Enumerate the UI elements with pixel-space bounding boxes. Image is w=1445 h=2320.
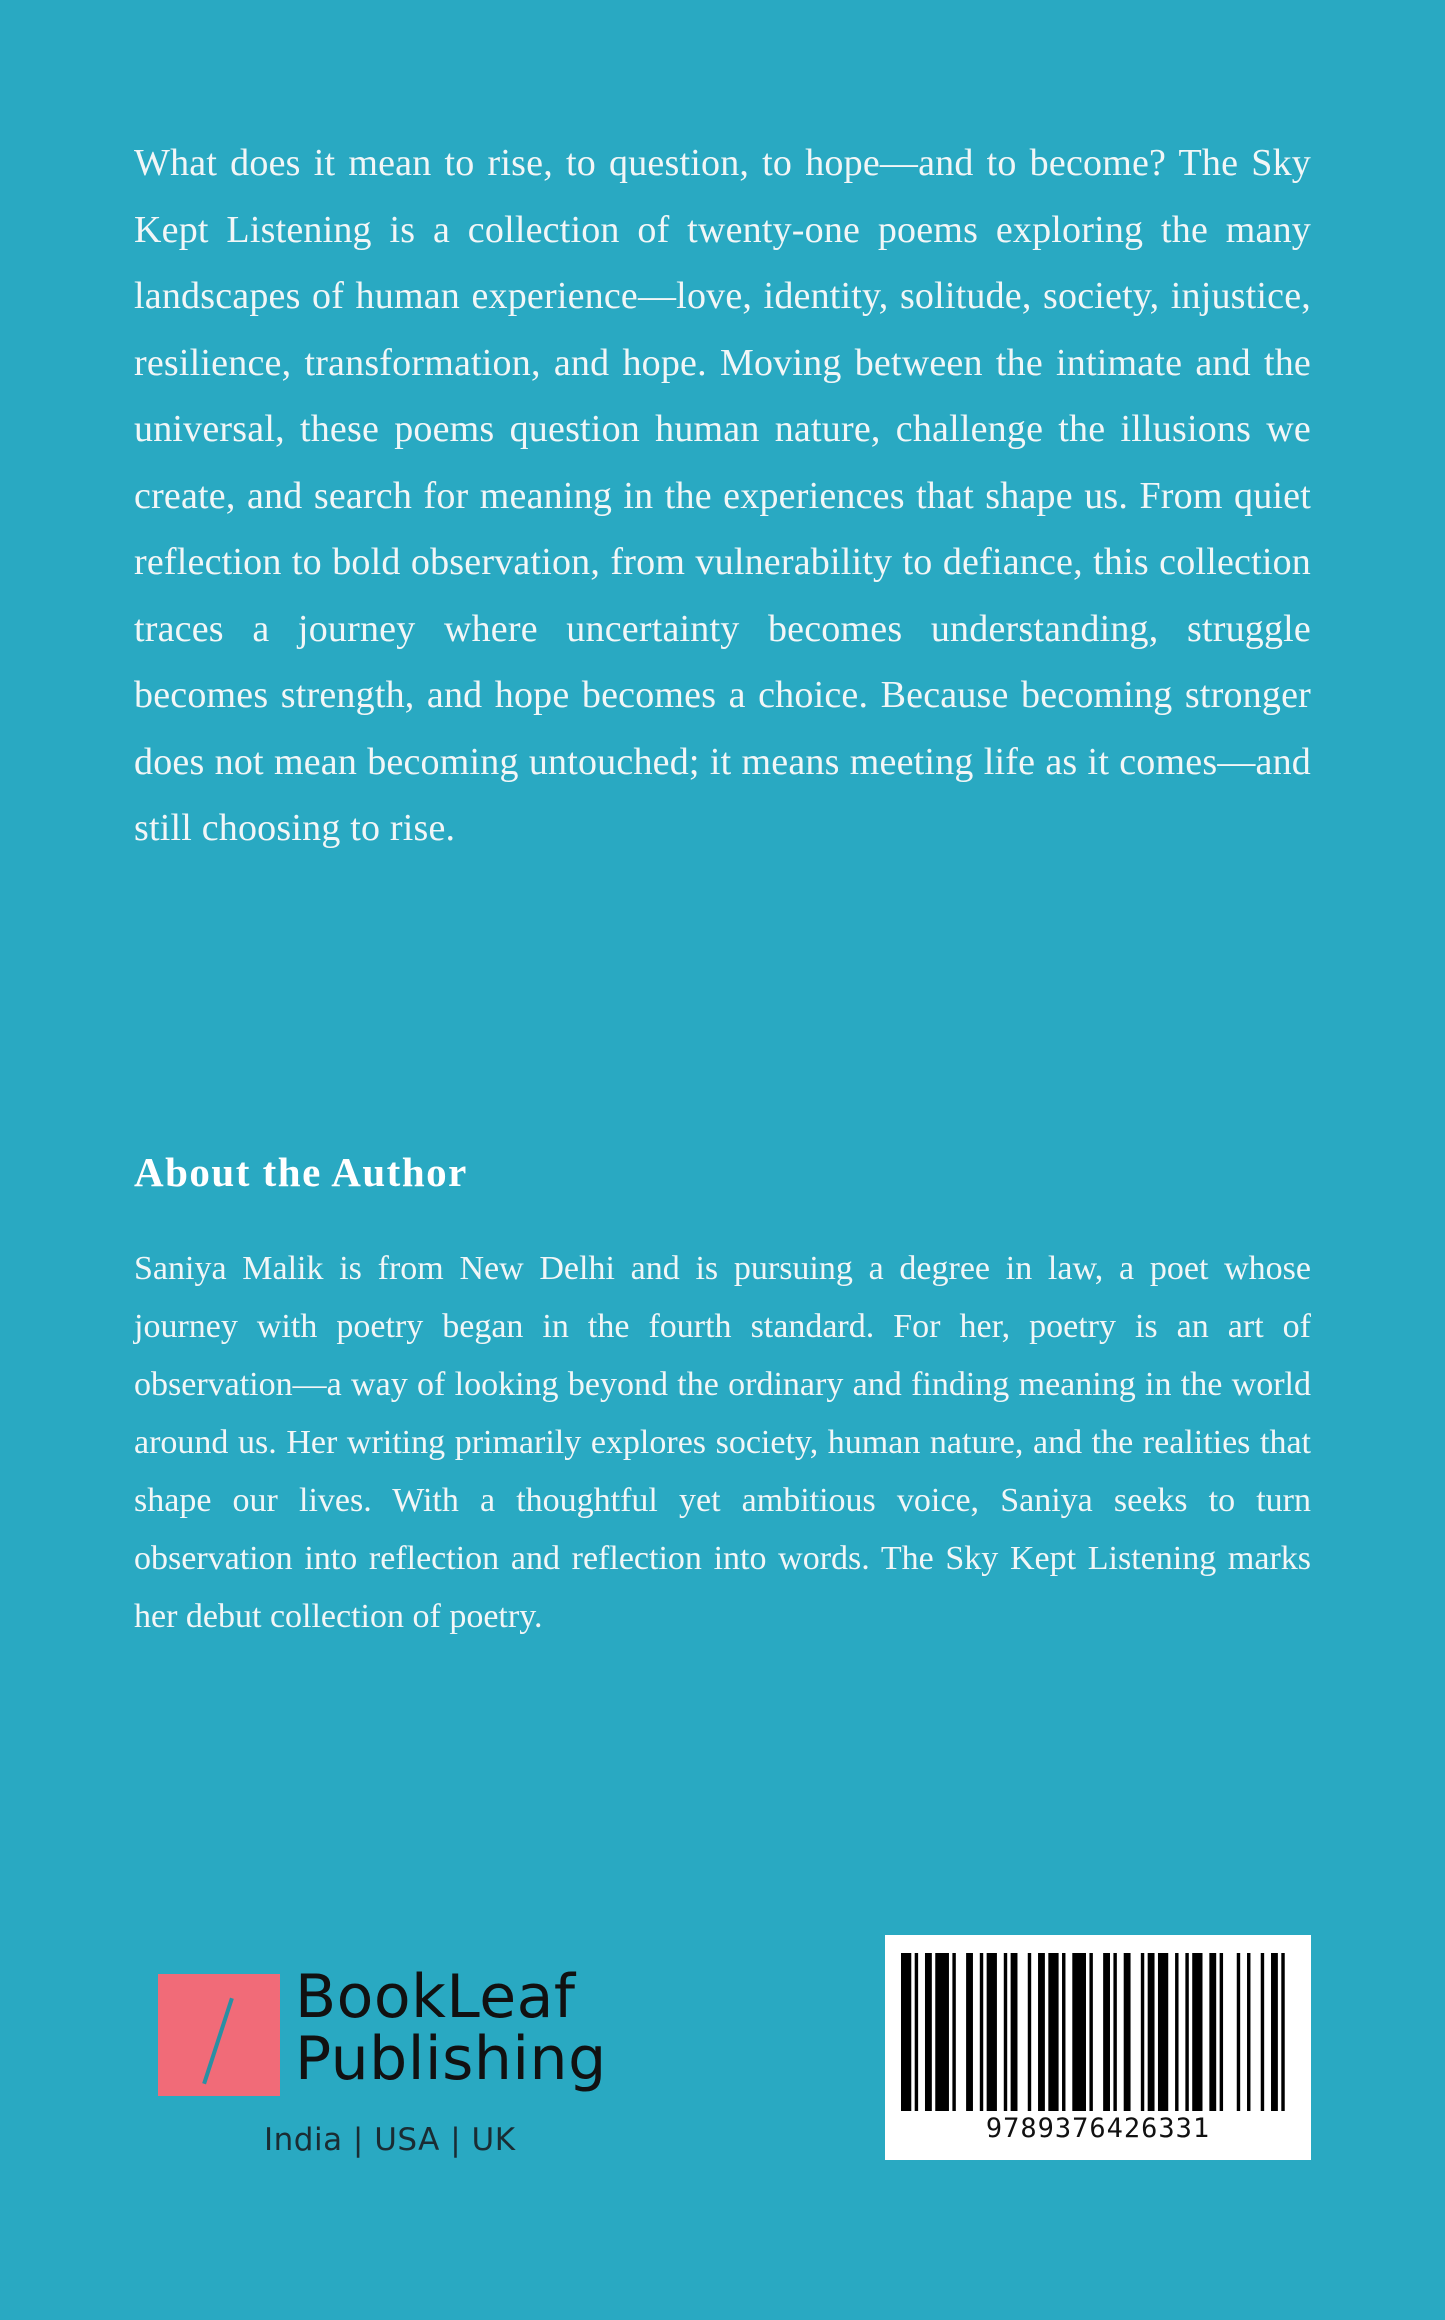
barcode-bar <box>966 1953 973 2111</box>
isbn-number: 9789376426331 <box>985 2113 1211 2144</box>
barcode-bar <box>1192 1953 1202 2111</box>
barcode-bar <box>1113 1953 1116 2111</box>
barcode-bar <box>1209 1953 1216 2111</box>
barcode-bar <box>1261 1953 1264 2111</box>
publisher-name-line1: BookLeaf <box>295 1962 576 2032</box>
publisher-name-line2: Publishing <box>295 2024 607 2094</box>
barcode-bar <box>1281 1953 1284 2111</box>
barcode-bar <box>1124 1953 1131 2111</box>
barcode-bar <box>1141 1953 1144 2111</box>
barcode-bar <box>1247 1953 1250 2111</box>
barcode-bar <box>987 1953 997 2111</box>
barcode-bar <box>1158 1953 1168 2111</box>
publisher-regions: India | USA | UK <box>264 2122 516 2158</box>
barcode-bar <box>1048 1953 1058 2111</box>
isbn-barcode <box>885 1935 1311 2160</box>
barcode-bar <box>1148 1953 1155 2111</box>
barcode-bar <box>1220 1953 1223 2111</box>
barcode-bar <box>935 1953 949 2111</box>
barcode-bar <box>952 1953 955 2111</box>
logo-slash-mark <box>202 1998 234 2085</box>
barcode-bar <box>1185 1953 1188 2111</box>
about-author-heading: About the Author <box>134 1149 468 1195</box>
barcode-bar <box>901 1953 911 2111</box>
barcode-bar <box>1271 1953 1278 2111</box>
barcode-bar <box>1028 1953 1031 2111</box>
about-author-text: Saniya Malik is from New Delhi and is pursuing a degree in law, a poet whose journey with poetry began in the fourth standard. For her, poetry is an art of observation—a way of looking beyond the ordinary and finding meaning in the world around us. Her writing primarily explores society, human nature, and the realities that shape our lives. With a thoughtful yet ambitious voice, Saniya seeks to turn observation into reflection and reflection into words. The Sky Kept Listening marks her debut collection of poetry. <box>134 1250 1311 1635</box>
barcode-bar <box>980 1953 983 2111</box>
barcode-bar <box>1089 1953 1092 2111</box>
barcode-bar <box>1062 1953 1065 2111</box>
barcode-bar <box>1038 1953 1045 2111</box>
publisher-logo <box>158 1962 618 2128</box>
barcode-bar <box>1103 1953 1110 2111</box>
barcode-bar <box>925 1953 932 2111</box>
bookleaf-logo-icon <box>158 1974 280 2096</box>
barcode-bar <box>1004 1953 1007 2111</box>
book-blurb: What does it mean to rise, to question, to hope—and to become? The Sky Kept Listening is a collection of twenty-one poems exploring the many landscapes of human experience—love, identity, solitude, society, injustice, resilience, transformation, and hope. Moving between the intimate and the universal, these poems question human nature, challenge the illusions we create, and search for meaning in the experiences that shape us. From quiet reflection to bold observation, from vulnerability to defiance, this collection traces a journey where uncertainty becomes understanding, struggle becomes strength, and hope becomes a choice. Because becoming stronger does not mean becoming untouched; it means meeting life as it comes—and still choosing to rise. <box>134 142 1311 849</box>
barcode-bars-icon <box>901 1953 1295 2111</box>
barcode-bar <box>1072 1953 1086 2111</box>
barcode-bar <box>1011 1953 1018 2111</box>
barcode-bar <box>915 1953 918 2111</box>
barcode-bar <box>1237 1953 1240 2111</box>
barcode-bar <box>1175 1953 1178 2111</box>
